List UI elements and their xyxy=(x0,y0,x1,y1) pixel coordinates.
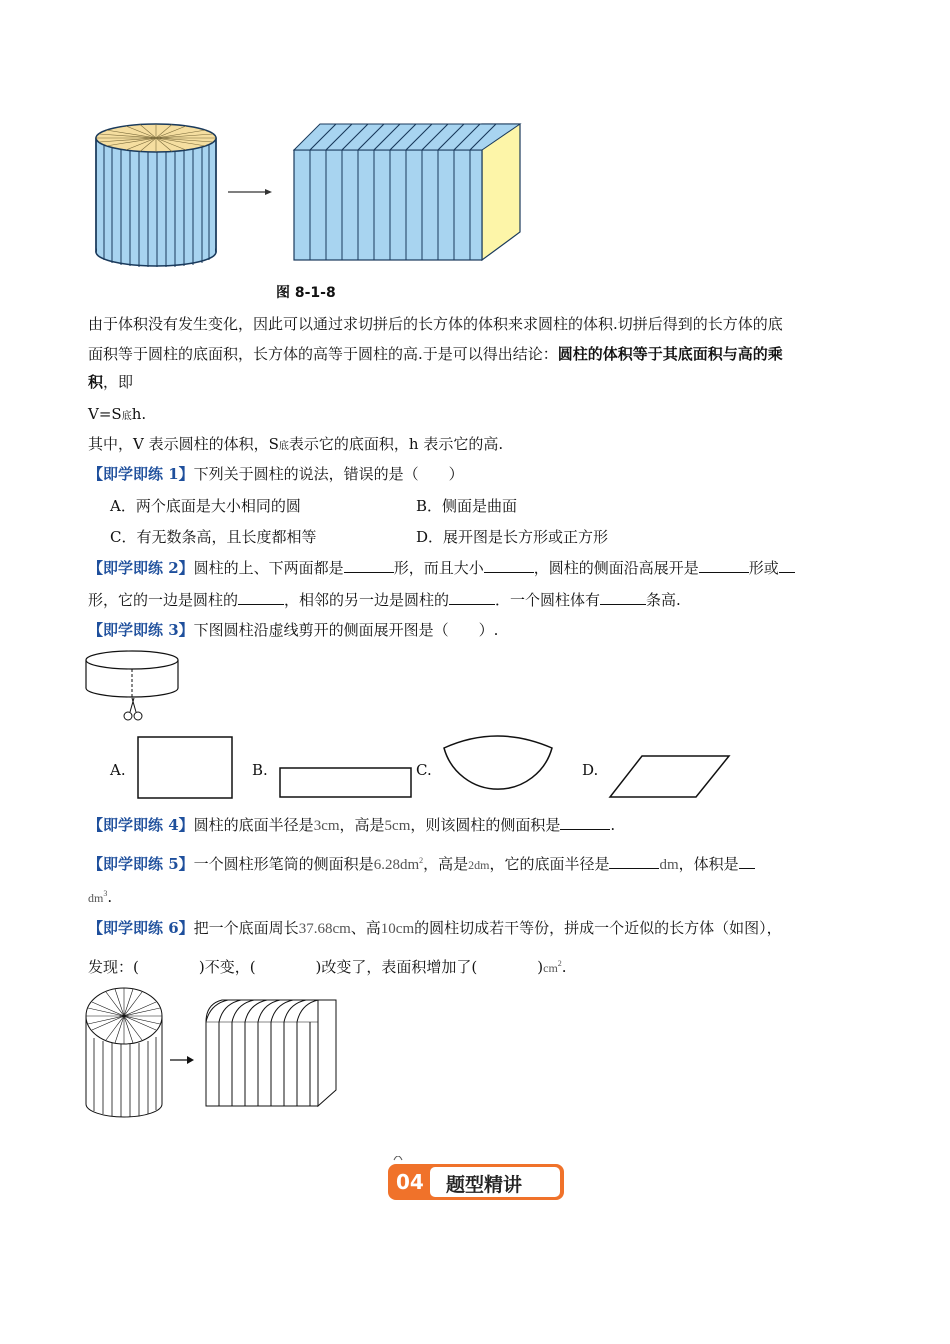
answer-blank xyxy=(600,590,646,605)
section-banner xyxy=(386,1156,566,1202)
option-c: C．有无数条高，且长度都相等 xyxy=(110,528,317,546)
answer-blank xyxy=(699,558,749,573)
scissors-icon xyxy=(124,698,142,720)
answer-blank xyxy=(484,558,534,573)
shape-long-rectangle xyxy=(278,766,414,800)
question-3: 【即学即练 3】下图圆柱沿虚线剪开的侧面展开图是（ ）. xyxy=(88,621,499,639)
cylinder-with-cut-line xyxy=(84,648,184,726)
shape-sector xyxy=(440,726,556,802)
conclusion-text: 圆柱的体积等于其底面积与高的乘 xyxy=(557,345,783,363)
option-a: A．两个底面是大小相同的圆 xyxy=(110,497,301,515)
option-b: B. xyxy=(252,761,268,779)
paragraph-line: 面积等于圆柱的底面积，长方体的高等于圆柱的高.于是可以得出结论：圆柱的体积等于其底面积与高的乘 xyxy=(88,345,783,363)
answer-blank xyxy=(560,815,610,830)
answer-blank xyxy=(449,590,495,605)
option-c: C. xyxy=(416,761,432,779)
figure-outline-cylinder-to-box xyxy=(82,980,352,1122)
colored-box xyxy=(294,124,520,260)
colored-cylinder xyxy=(96,124,216,267)
answer-blank xyxy=(238,590,284,605)
option-d: D．展开图是长方形或正方形 xyxy=(416,528,609,546)
question-6-cont: 发现：( )不变，( )改变了，表面积增加了( )$cm^2$. xyxy=(88,958,567,976)
paragraph-line: 由于体积没有发生变化，因此可以通过求切拼后的长方体的体积来求圆柱的体积.切拼后得到的长方体的底 xyxy=(88,315,783,333)
answer-blank xyxy=(739,854,755,869)
question-1: 【即学即练 1】下列关于圆柱的说法，错误的是（ ） xyxy=(88,465,464,483)
shape-rectangle xyxy=(136,735,236,801)
option-d: D. xyxy=(582,761,599,779)
answer-blank xyxy=(344,558,394,573)
question-5: 【即学即练 5】一个圆柱形笔筒的侧面积是$6.28dm^2$，高是2dm，它的底面半径是 dm，体积是 xyxy=(88,851,755,875)
question-5-cont: $dm^3$. xyxy=(88,888,113,906)
section-title: 题型精讲 xyxy=(446,1174,523,1196)
question-6: 【即学即练 6】把一个底面周长37.68cm、高10cm的圆柱切成若干等份，拼成一个近似的长方体（如图）， xyxy=(88,919,782,937)
figure-caption: 图 8-1-8 xyxy=(276,285,336,301)
formula: V=S底h. xyxy=(88,405,147,423)
arrow-icon xyxy=(228,189,272,195)
question-2-cont: 形，它的一边是圆柱的 ，相邻的另一边是圆柱的 ．一个圆柱体有 条高. xyxy=(88,591,681,609)
answer-blank xyxy=(609,854,659,869)
arrow-icon xyxy=(170,1056,194,1064)
question-tag: 【即学即练 5】 xyxy=(88,855,194,873)
question-tag: 【即学即练 3】 xyxy=(88,621,194,639)
question-tag: 【即学即练 1】 xyxy=(88,465,194,483)
figure-cylinder-to-box xyxy=(90,112,530,272)
option-b: B．侧面是曲面 xyxy=(416,497,518,515)
question-2: 【即学即练 2】圆柱的上、下两面都是 形，而且大小 ，圆柱的侧面沿高展开是 形或 xyxy=(88,558,795,578)
shape-parallelogram xyxy=(608,754,732,800)
question-tag: 【即学即练 4】 xyxy=(88,816,194,834)
answer-blank xyxy=(779,558,795,573)
question-tag: 【即学即练 6】 xyxy=(88,919,194,937)
section-number: 04 xyxy=(396,1170,424,1194)
paragraph-line: 积，即 xyxy=(88,373,134,391)
question-4: 【即学即练 4】圆柱的底面半径是3cm，高是5cm，则该圆柱的侧面积是 . xyxy=(88,816,616,834)
paragraph-line: 其中，V 表示圆柱的体积，S底表示它的底面积，h 表示它的高. xyxy=(88,435,504,453)
question-tag: 【即学即练 2】 xyxy=(88,559,194,577)
option-a: A. xyxy=(110,761,126,779)
